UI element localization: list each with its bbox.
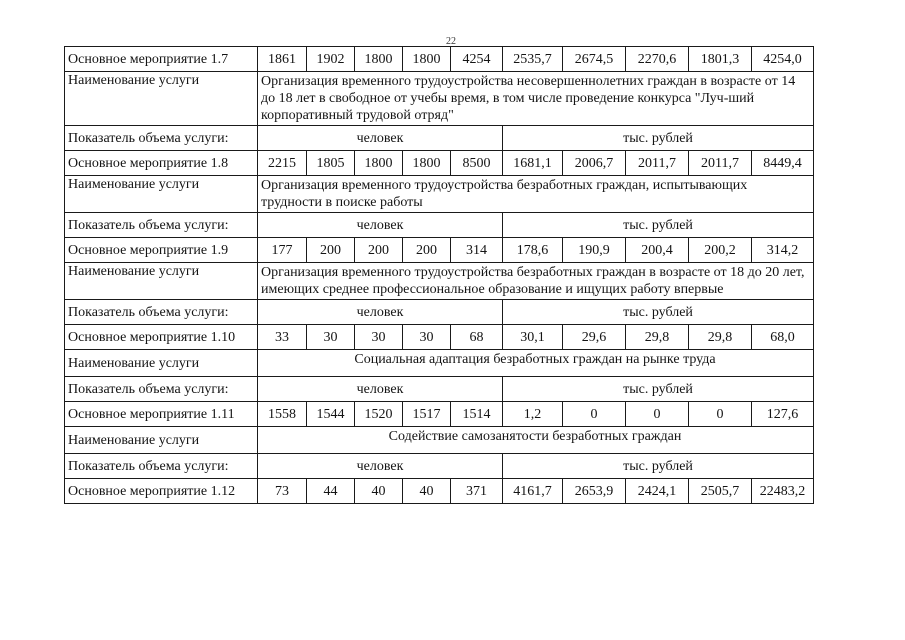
table-row	[65, 377, 814, 402]
value-cell: 44	[307, 479, 355, 504]
value-cell: 2011,7	[689, 151, 752, 176]
service-name: Организация временного трудоустройства несовершеннолетних граждан в возрасте от 14 до 18 лет в свободное от учебы время, в том числе проведение конкурса "Луч-ший корпоративный трудовой отряд"	[258, 72, 814, 126]
value-cell: 314	[451, 238, 503, 263]
value-cell: 4254	[451, 47, 503, 72]
value-cell: 30,1	[503, 325, 563, 350]
value-cell: 177	[258, 238, 307, 263]
table-row	[65, 263, 814, 300]
value-cell: 1805	[307, 151, 355, 176]
table-row	[65, 72, 814, 126]
volume-indicator-label: Показатель объема услуги:	[65, 126, 258, 151]
service-label: Наименование услуги	[65, 427, 258, 454]
value-cell: 1514	[451, 402, 503, 427]
value-cell: 1520	[355, 402, 403, 427]
value-cell: 2270,6	[626, 47, 689, 72]
value-cell: 0	[563, 402, 626, 427]
value-cell: 2535,7	[503, 47, 563, 72]
volume-indicator-label: Показатель объема услуги:	[65, 377, 258, 402]
unit-people: человек	[258, 300, 503, 325]
unit-thousand-rubles: тыс. рублей	[503, 454, 814, 479]
value-cell: 314,2	[752, 238, 814, 263]
unit-thousand-rubles: тыс. рублей	[503, 213, 814, 238]
value-cell: 33	[258, 325, 307, 350]
value-cell: 200,2	[689, 238, 752, 263]
value-cell: 73	[258, 479, 307, 504]
table-row	[65, 238, 814, 263]
table-row	[65, 300, 814, 325]
unit-thousand-rubles: тыс. рублей	[503, 377, 814, 402]
value-cell: 1902	[307, 47, 355, 72]
value-cell: 200	[403, 238, 451, 263]
value-cell: 0	[689, 402, 752, 427]
value-cell: 2006,7	[563, 151, 626, 176]
service-name: Организация временного трудоустройства безработных граждан в возрасте от 18 до 20 лет, имеющих среднее профессиональное образование и ищущих работу впервые	[258, 263, 814, 300]
value-cell: 8449,4	[752, 151, 814, 176]
table-row	[65, 151, 814, 176]
unit-thousand-rubles: тыс. рублей	[503, 126, 814, 151]
service-label: Наименование услуги	[65, 176, 258, 213]
unit-people: человек	[258, 454, 503, 479]
measure-label: Основное мероприятие 1.11	[65, 402, 258, 427]
value-cell: 1861	[258, 47, 307, 72]
value-cell: 40	[403, 479, 451, 504]
measure-label: Основное мероприятие 1.8	[65, 151, 258, 176]
value-cell: 40	[355, 479, 403, 504]
value-cell: 4161,7	[503, 479, 563, 504]
value-cell: 1,2	[503, 402, 563, 427]
unit-people: человек	[258, 126, 503, 151]
value-cell: 29,8	[689, 325, 752, 350]
service-label: Наименование услуги	[65, 72, 258, 126]
measure-label: Основное мероприятие 1.10	[65, 325, 258, 350]
value-cell: 1800	[355, 151, 403, 176]
volume-indicator-label: Показатель объема услуги:	[65, 300, 258, 325]
service-name: Организация временного трудоустройства безработных граждан, испытывающих трудности в поиске работы	[258, 176, 814, 213]
volume-indicator-label: Показатель объема услуги:	[65, 454, 258, 479]
value-cell: 1558	[258, 402, 307, 427]
table-row	[65, 176, 814, 213]
value-cell: 8500	[451, 151, 503, 176]
value-cell: 1800	[403, 151, 451, 176]
table-row	[65, 479, 814, 504]
value-cell: 200	[355, 238, 403, 263]
table-row	[65, 126, 814, 151]
value-cell: 2424,1	[626, 479, 689, 504]
value-cell: 29,8	[626, 325, 689, 350]
value-cell: 2011,7	[626, 151, 689, 176]
table-row	[65, 427, 814, 454]
value-cell: 178,6	[503, 238, 563, 263]
value-cell: 1517	[403, 402, 451, 427]
volume-indicator-label: Показатель объема услуги:	[65, 213, 258, 238]
value-cell: 0	[626, 402, 689, 427]
table-row	[65, 454, 814, 479]
value-cell: 68	[451, 325, 503, 350]
unit-people: человек	[258, 213, 503, 238]
page-number: 22	[446, 36, 456, 47]
measure-label: Основное мероприятие 1.9	[65, 238, 258, 263]
value-cell: 371	[451, 479, 503, 504]
value-cell: 2215	[258, 151, 307, 176]
value-cell: 1801,3	[689, 47, 752, 72]
table-row	[65, 402, 814, 427]
unit-thousand-rubles: тыс. рублей	[503, 300, 814, 325]
value-cell: 1681,1	[503, 151, 563, 176]
service-name: Содействие самозанятости безработных граждан	[258, 427, 814, 454]
value-cell: 2674,5	[563, 47, 626, 72]
table-row	[65, 213, 814, 238]
value-cell: 4254,0	[752, 47, 814, 72]
value-cell: 2505,7	[689, 479, 752, 504]
value-cell: 2653,9	[563, 479, 626, 504]
measure-label: Основное мероприятие 1.7	[65, 47, 258, 72]
value-cell: 1544	[307, 402, 355, 427]
unit-people: человек	[258, 377, 503, 402]
value-cell: 30	[307, 325, 355, 350]
value-cell: 29,6	[563, 325, 626, 350]
value-cell: 1800	[355, 47, 403, 72]
value-cell: 200	[307, 238, 355, 263]
table-row	[65, 350, 814, 377]
value-cell: 30	[403, 325, 451, 350]
services-table	[64, 46, 814, 504]
measure-label: Основное мероприятие 1.12	[65, 479, 258, 504]
value-cell: 30	[355, 325, 403, 350]
table-row	[65, 325, 814, 350]
value-cell: 190,9	[563, 238, 626, 263]
service-name: Социальная адаптация безработных граждан на рынке труда	[258, 350, 814, 377]
value-cell: 127,6	[752, 402, 814, 427]
service-label: Наименование услуги	[65, 263, 258, 300]
service-label: Наименование услуги	[65, 350, 258, 377]
value-cell: 200,4	[626, 238, 689, 263]
value-cell: 1800	[403, 47, 451, 72]
table-row	[65, 47, 814, 72]
value-cell: 68,0	[752, 325, 814, 350]
value-cell: 22483,2	[752, 479, 814, 504]
